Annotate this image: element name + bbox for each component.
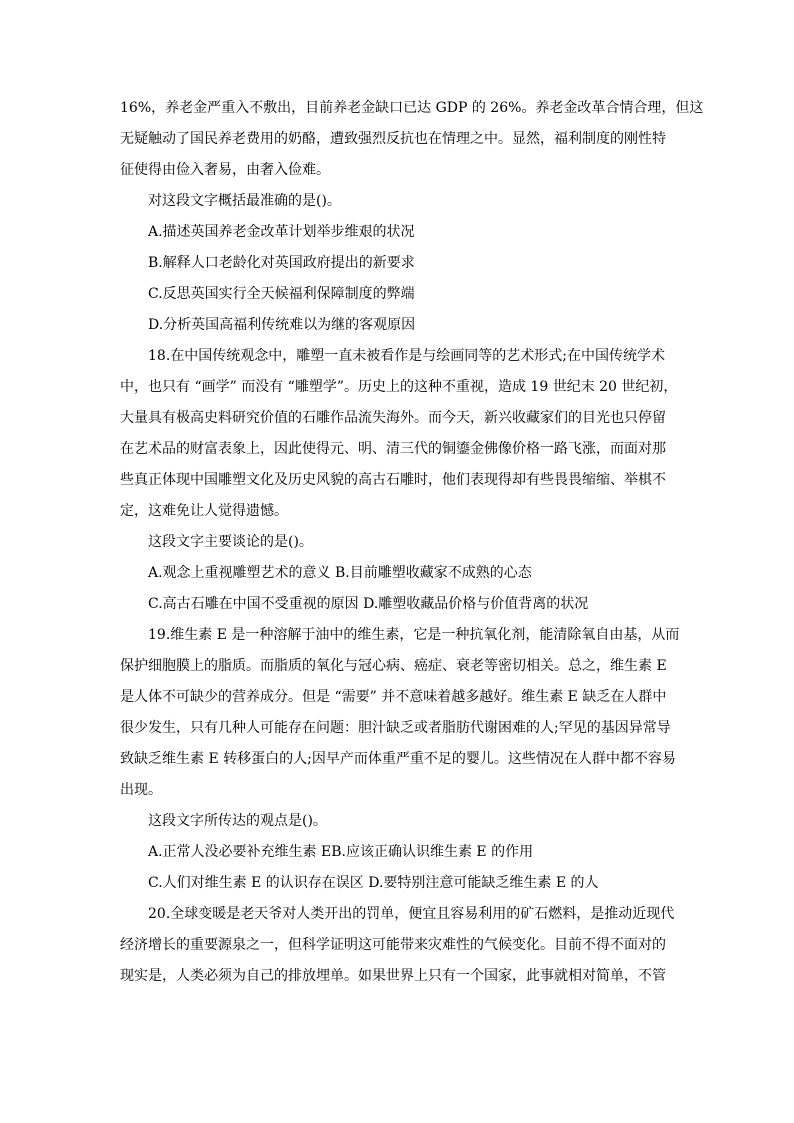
option-a-b: A.观念上重视雕塑艺术的意义 B.目前雕塑收藏家不成熟的心态	[148, 565, 532, 581]
option-b: B.解释人口老龄化对英国政府提出的新要求	[148, 255, 415, 271]
paragraph-line: 无疑触动了国民养老费用的奶酪，遭致强烈反抗也在情理之中。显然，福利制度的刚性特	[120, 131, 666, 147]
question-prompt: 这段文字所传达的观点是()。	[148, 813, 327, 829]
paragraph-line: 很少发生，只有几种人可能存在问题：胆汁缺乏或者脂肪代谢困难的人;罕见的基因异常导	[120, 720, 671, 736]
option-c: C.反思英国实行全天候福利保障制度的弊端	[148, 286, 415, 302]
paragraph-line: 征使得由俭入奢易，由奢入俭难。	[120, 162, 330, 178]
question-prompt: 对这段文字概括最准确的是()。	[148, 193, 341, 209]
question-20-line: 20.全球变暖是老天爷对人类开出的罚单，便宜且容易利用的矿石燃料，是推动近现代	[148, 906, 675, 922]
paragraph-line: 大量具有极高史料研究价值的石雕作品流失海外。而今天，新兴收藏家们的目光也只停留	[120, 410, 666, 426]
paragraph-line: 致缺乏维生素 E 转移蛋白的人;因早产而体重严重不足的婴儿。这些情况在人群中都不容易	[120, 751, 676, 767]
paragraph-line: 出现。	[120, 782, 162, 798]
question-prompt: 这段文字主要谈论的是()。	[148, 534, 313, 550]
paragraph-line: 16%，养老金严重入不敷出，目前养老金缺口已达 GDP 的 26%。养老金改革合情合理，但这	[120, 100, 704, 116]
option-d: D.分析英国高福利传统难以为继的客观原因	[148, 317, 416, 333]
option-c-d: C.高古石雕在中国不受重视的原因 D.雕塑收藏品价格与价值背离的状况	[148, 596, 589, 612]
paragraph-line: 保护细胞膜上的脂质。而脂质的氧化与冠心病、癌症、衰老等密切相关。总之，维生素 E	[120, 658, 667, 674]
paragraph-line: 是人体不可缺少的营养成分。但是 “需要” 并不意味着越多越好。维生素 E 缺乏在人群中	[120, 689, 667, 705]
paragraph-line: 中，也只有 “画学” 而没有 “雕塑学”。历史上的这种不重视，造成 19 世纪末 20 世纪初，	[120, 379, 678, 395]
paragraph-line: 现实是，人类必须为自己的排放埋单。如果世界上只有一个国家，此事就相对简单，不管	[120, 968, 666, 984]
question-18-line: 18.在中国传统观念中，雕塑一直未被看作是与绘画同等的艺术形式;在中国传统学术	[148, 348, 665, 364]
option-a: A.描述英国养老金改革计划举步维艰的状况	[148, 224, 415, 240]
paragraph-line: 些真正体现中国雕塑文化及历史风貌的高古石雕时，他们表现得却有些畏畏缩缩、举棋不	[120, 472, 666, 488]
paragraph-line: 定，这难免让人觉得遗憾。	[120, 503, 288, 519]
paragraph-line: 经济增长的重要源泉之一，但科学证明这可能带来灾难性的气候变化。目前不得不面对的	[120, 937, 666, 953]
question-19-line: 19.维生素 E 是一种溶解于油中的维生素，它是一种抗氧化剂，能清除氧自由基，从而	[148, 627, 680, 643]
option-a-b: A.正常人没必要补充维生素 EB.应该正确认识维生素 E 的作用	[148, 844, 534, 860]
paragraph-line: 在艺术品的财富表象上，因此使得元、明、清三代的铜鎏金佛像价格一路飞涨，而面对那	[120, 441, 666, 457]
option-c-d: C.人们对维生素 E 的认识存在误区 D.要特别注意可能缺乏维生素 E 的人	[148, 875, 599, 891]
